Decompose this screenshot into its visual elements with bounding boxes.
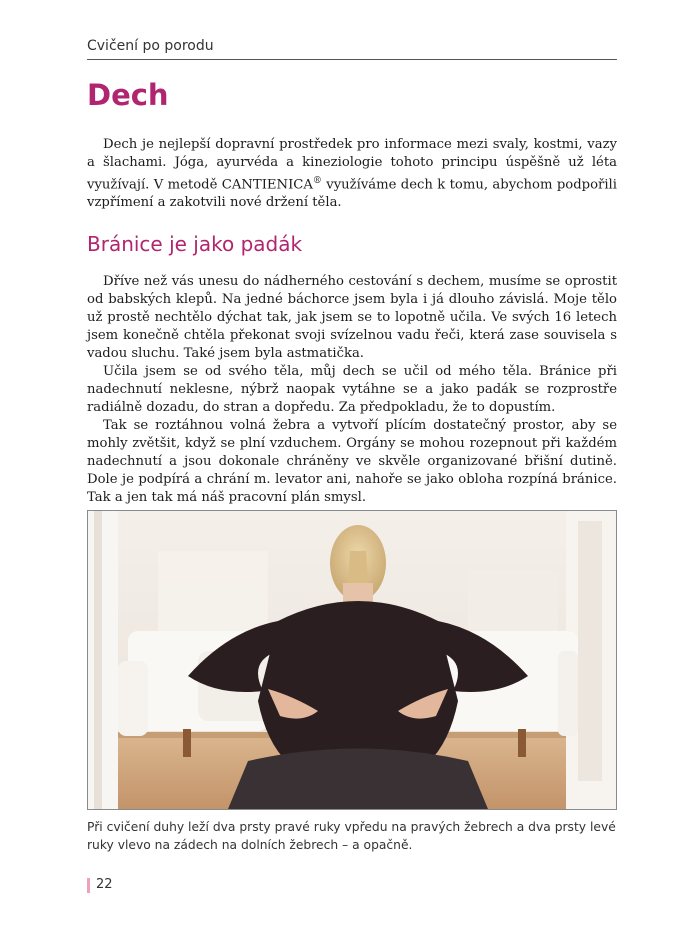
body-paragraph: Učila jsem se od svého těla, můj dech se učil od mého těla. Bránice při nadechnutí neklesne, nýbrž naopak vytáhne se a jako padák se rozprostře radiálně dozadu, do stran a dopředu. Za předpokladu, že to dopustím.	[87, 364, 617, 415]
intro-text-after: využíváme dech k tomu, abychom podpořili vzpřímení a zakotvili nové držení těla.	[87, 177, 617, 211]
page-number: 22	[96, 877, 113, 892]
registered-mark: ®	[312, 176, 322, 186]
intro-paragraph	[87, 136, 617, 212]
figure-caption: Při cvičení duhy leží dva prsty pravé ruky vpředu na pravých žebrech a dva prsty levé ruky vlevo na zádech na dolních žebrech – a opačně.	[87, 820, 616, 852]
exercise-photo	[87, 510, 617, 810]
body-paragraph: Tak se roztáhnou volná žebra a vytvoří plícím dostatečný prostor, aby se mohly zvětšit, když se plní vzduchem. Orgány se mohou rozepnout při každém nadechnutí a jsou dokonale chráněny ve skvěle organizované břišní dutině. Dole je podpírá a chrání m. levator ani, nahoře se jako obloha rozpíná bránice. Tak a jen tak má náš pracovní plán smysl.	[87, 418, 617, 505]
body-paragraph: Dříve než vás unesu do nádherného cestování s dechem, musíme se oprostit od babských klepů. Na jedné báchorce jsem byla i já dlouho závislá. Moje tělo už prostě nechtělo dýchat tak, jak jsem se to lopotně učila. Ve svých 16 letech jsem konečně chtěla překonat svoji svízelnou vadu řeči, která zase souvisela s vadou sluchu. Také jsem byla astmatička.	[87, 274, 617, 361]
running-header: Cvičení po porodu	[87, 38, 214, 54]
section-heading: Bránice je jako padák	[87, 232, 303, 256]
folio-marker	[87, 878, 90, 893]
section-body	[87, 273, 617, 507]
photo-illustration	[88, 511, 616, 809]
intro-text-before: Dech je nejlepší dopravní prostředek pro informace mezi svaly, kostmi, vazy a šlachami. Jóga, ayurvéda a kineziologie tohoto principu úspěšně už léta využívají. V metodě CANTIENICA	[87, 137, 617, 193]
header-rule	[87, 59, 617, 60]
page-title: Dech	[87, 78, 169, 112]
